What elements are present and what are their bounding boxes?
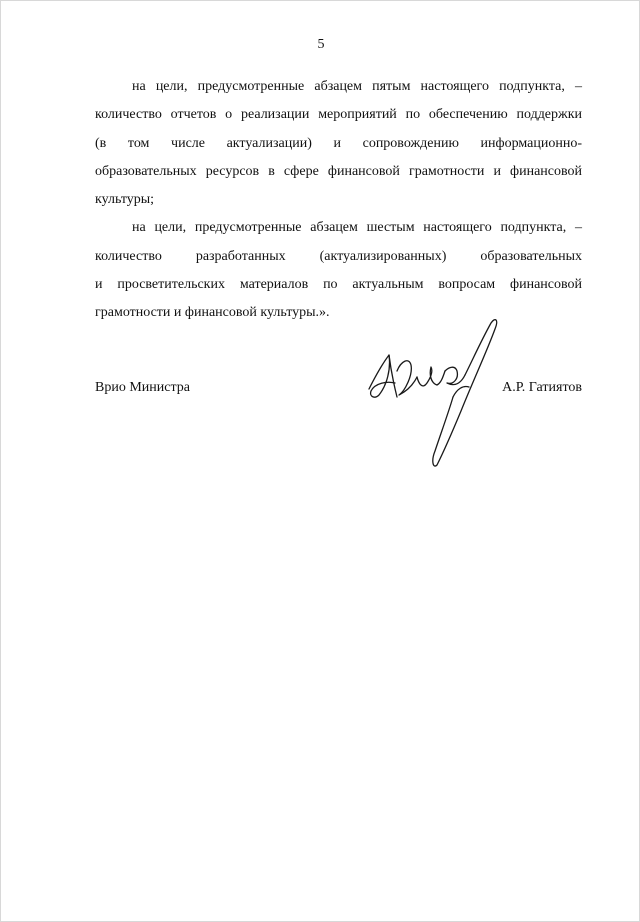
paragraph-fifth-paragraph-target: [95, 73, 582, 214]
text-line: грамотности и финансовой культуры.».: [95, 305, 330, 321]
text-line: культуры;: [95, 192, 155, 208]
text-line: и просветительских материалов по актуальным вопросам финансовой: [95, 277, 582, 293]
document-body: [95, 73, 582, 328]
handwritten-signature: [361, 311, 511, 471]
text-line: количество разработанных (актуализированных) образовательных: [95, 248, 582, 264]
text-line: на цели, предусмотренные абзацем пятым настоящего подпункта, –: [132, 79, 582, 94]
page-number: 5: [317, 37, 325, 52]
text-line: количество отчетов о реализации мероприятий по обеспечению поддержки: [95, 107, 582, 123]
text-line: образовательных ресурсов в сфере финансовой грамотности и финансовой: [95, 163, 582, 179]
signatory-title: Врио Министра: [95, 380, 190, 395]
text-line: на цели, предусмотренные абзацем шестым настоящего подпункта, –: [132, 220, 582, 236]
text-line: (в том числе актуализации) и сопровождению информационно-: [95, 135, 582, 151]
signatory-name: А.Р. Гатиятов: [502, 380, 582, 395]
